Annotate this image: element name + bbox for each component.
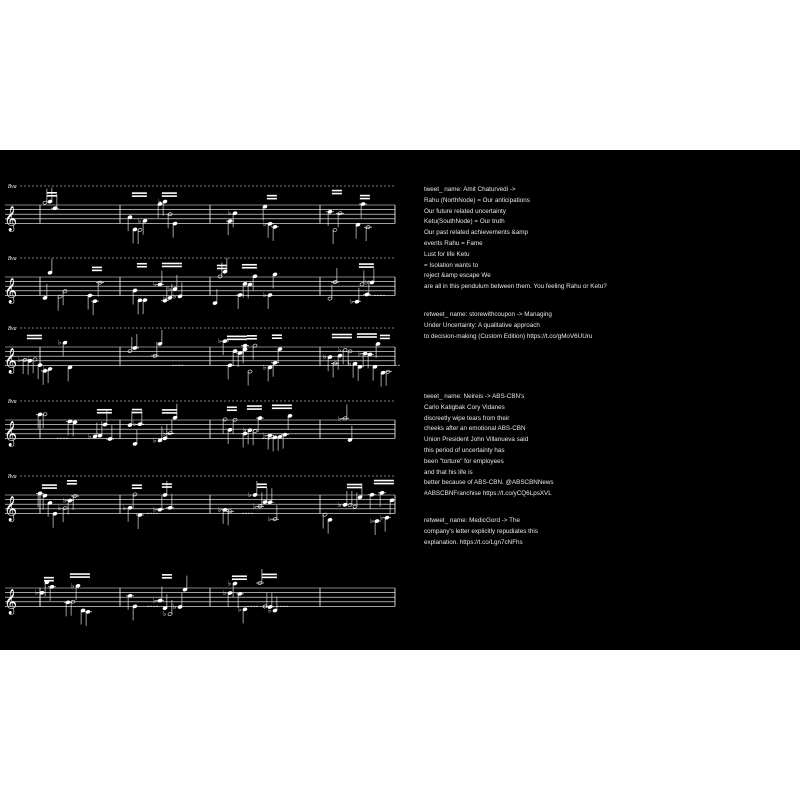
note-beam — [132, 195, 147, 197]
note-beam — [44, 580, 54, 582]
tremolo-dot — [253, 606, 254, 607]
note-beam — [132, 409, 142, 411]
tweet-line: Union President John Villanueva said — [424, 436, 529, 444]
note-beam — [162, 192, 177, 194]
note-beam — [247, 408, 262, 410]
tremolo-dot — [150, 606, 151, 607]
accidental-mark: ♭ — [263, 498, 267, 507]
accidental-mark: ♭ — [173, 602, 177, 611]
tweet-line: Our past related achievements &amp — [424, 229, 528, 237]
note-beam — [332, 334, 352, 336]
note-beam — [360, 198, 370, 200]
note-beam — [47, 192, 57, 194]
tremolo-dot — [395, 365, 396, 366]
tweet-line: events Rahu = Fame — [424, 239, 483, 247]
note-beam — [27, 338, 42, 340]
accidental-mark: ♭ — [43, 364, 47, 373]
note-beam — [242, 267, 257, 269]
note-beam — [67, 483, 77, 485]
tremolo-dot — [251, 513, 252, 514]
ottava-mark: 8va — [8, 184, 17, 190]
note-beam — [272, 337, 282, 339]
note-beam — [92, 270, 102, 272]
accidental-mark: ♭ — [153, 436, 157, 445]
tremolo-dot — [256, 606, 257, 607]
accidental-mark: ♭ — [253, 502, 257, 511]
accidental-mark: ♭ — [338, 346, 342, 355]
tremolo-dot — [150, 513, 151, 514]
note-beam — [257, 483, 267, 485]
tweet-line: #ABSCBNFranchise https://t.co/yCQ6LpsXVL — [424, 490, 552, 498]
note-beam — [374, 483, 394, 485]
tremolo-dot — [153, 606, 154, 607]
music-score — [0, 150, 400, 650]
tweet-line: Our future related uncertainty — [424, 207, 506, 215]
accidental-mark: ♭ — [173, 292, 177, 301]
accidental-mark: ♭ — [138, 296, 142, 305]
note-beam — [257, 486, 267, 488]
treble-clef-icon: 𝄞 — [4, 348, 18, 374]
note-beam — [217, 265, 227, 267]
note-beam — [132, 484, 142, 486]
tweet-line: Carlo Katigbak Cory Vidanes — [424, 403, 505, 411]
note-beam — [380, 335, 390, 337]
accidental-mark: ♭ — [370, 517, 374, 526]
note-beam — [357, 336, 377, 338]
note-beam — [232, 578, 247, 580]
note-beam — [380, 338, 390, 340]
note-beam — [267, 198, 277, 200]
note-beam — [92, 267, 102, 269]
tweet-line: retweet_ name: MedicGord -> The — [424, 517, 520, 524]
note-beam — [132, 487, 142, 489]
tremolo-dot — [286, 606, 287, 607]
tweet-line: reject &amp escape We — [424, 272, 491, 280]
note-beam — [27, 335, 42, 337]
tweet-line: and that his life is — [424, 468, 473, 476]
note-beam — [227, 409, 237, 411]
tremolo-dot — [271, 438, 272, 439]
tremolo-dot — [247, 606, 248, 607]
treble-clef-icon: 𝄞 — [4, 589, 18, 615]
note-beam — [47, 195, 57, 197]
tremolo-dot — [60, 438, 61, 439]
note-beam — [162, 266, 182, 268]
accidental-mark: ♭ — [338, 414, 342, 423]
accidental-mark: ♭ — [133, 420, 137, 429]
accidental-mark: ♭ — [163, 429, 167, 438]
note-beam — [67, 480, 77, 482]
accidental-mark: ♭ — [338, 500, 342, 509]
note-beam — [332, 337, 352, 339]
accidental-mark: ♭ — [365, 278, 369, 287]
accidental-mark: ♭ — [268, 515, 272, 524]
tweet-block — [424, 392, 554, 500]
note-beam — [137, 263, 147, 265]
note-beam — [262, 574, 277, 576]
note-beam — [162, 195, 177, 197]
tweet-line: = Isolation wants to — [424, 261, 479, 269]
note-beam — [227, 406, 237, 408]
note-beam — [132, 192, 147, 194]
accidental-mark: ♭ — [348, 359, 352, 368]
note-beam — [162, 577, 172, 579]
tremolo-dot — [63, 438, 64, 439]
accidental-mark: ♭ — [263, 291, 267, 300]
note-beam — [374, 480, 394, 482]
tweet-line: explanation. https://t.co/Lgn7cNFhs — [424, 538, 523, 546]
accidental-mark: ♭ — [168, 284, 172, 293]
tremolo-dot — [248, 513, 249, 514]
tweet-line: better because of ABS-CBN. @ABSCBNNews — [424, 479, 554, 487]
accidental-mark: ♭ — [158, 197, 162, 206]
accidental-mark: ♭ — [58, 504, 62, 513]
tweet-line: tweet_ name: Amit Chaturvedi -> — [424, 186, 516, 193]
note-beam — [347, 484, 362, 486]
note-beam — [97, 412, 112, 414]
accidental-mark: ♭ — [153, 280, 157, 289]
note-beam — [242, 264, 257, 266]
accidental-mark: ♭ — [71, 581, 75, 590]
tremolo-dot — [178, 365, 179, 366]
accidental-mark: ♭ — [268, 433, 272, 442]
note-beam — [267, 195, 277, 197]
tweet-line: to decision-making (Custom Edition) https://t.co/gMoV6UUru — [424, 332, 593, 340]
tweet-line: are all in this pendulum between them. You feeling Rahu or Ketu? — [424, 283, 607, 291]
tweet-block — [424, 185, 607, 293]
accidental-mark: ♭ — [163, 610, 167, 619]
accidental-mark: ♭ — [238, 605, 242, 614]
note-beam — [272, 404, 292, 406]
accidental-mark: ♭ — [35, 588, 39, 597]
tremolo-dot — [57, 438, 58, 439]
accidental-mark: ♭ — [153, 505, 157, 514]
tremolo-dot — [277, 606, 278, 607]
ottava-mark: 8va — [8, 399, 17, 405]
note-beam — [332, 193, 342, 195]
note-beam — [360, 195, 370, 197]
note-beam — [162, 486, 172, 488]
tremolo-dot — [383, 295, 384, 296]
tremolo-dot — [66, 438, 67, 439]
note-beam — [162, 483, 172, 485]
accidental-mark: ♭ — [223, 589, 227, 598]
tweet-line: been "torture" for employees — [424, 457, 504, 465]
tweet-line: Under Uncertainty: A qualitative approach — [424, 321, 540, 329]
note-beam — [137, 266, 147, 268]
note-beam — [272, 334, 282, 336]
note-beam — [332, 190, 342, 192]
treble-clef-icon: 𝄞 — [4, 206, 18, 232]
treble-clef-icon: 𝄞 — [4, 278, 18, 304]
accidental-mark: ♭ — [248, 490, 252, 499]
tremolo-dot — [172, 365, 173, 366]
accidental-mark: ♭ — [263, 363, 267, 372]
tweet-line: Lust for life Ketu — [424, 250, 470, 258]
note-beam — [227, 339, 247, 341]
tweet-line: retweet_ name: storewithcoupon -> Managing — [424, 311, 552, 318]
treble-clef-icon: 𝄞 — [4, 421, 18, 447]
ottava-mark: 8va — [8, 256, 17, 262]
tremolo-dot — [242, 513, 243, 514]
tweet-line: cheeks after an emotional ABS-CBN — [424, 425, 526, 433]
note-beam — [357, 333, 377, 335]
accidental-mark: ♭ — [218, 505, 222, 514]
accidental-mark: ♭ — [243, 426, 247, 435]
ottava-mark: 8va — [8, 326, 17, 332]
note-beam — [42, 484, 57, 486]
note-beam — [44, 577, 54, 579]
artwork-panel — [0, 150, 800, 650]
tweet-line: discreetly wipe tears from their — [424, 414, 510, 422]
note-beam — [247, 405, 262, 407]
retweet-block — [424, 310, 592, 342]
tremolo-dot — [377, 295, 378, 296]
accidental-mark: ♭ — [63, 496, 67, 505]
note-beam — [162, 574, 172, 576]
accidental-mark: ♭ — [28, 355, 32, 364]
tremolo-dot — [156, 513, 157, 514]
note-beam — [227, 336, 247, 338]
note-beam — [359, 266, 374, 268]
accidental-mark: ♭ — [350, 297, 354, 306]
tremolo-dot — [398, 365, 399, 366]
tweet-column — [424, 150, 794, 650]
tremolo-dot — [181, 365, 182, 366]
accidental-mark: ♭ — [228, 579, 232, 588]
tremolo-dot — [283, 606, 284, 607]
note-beam — [247, 335, 257, 337]
note-beam — [162, 263, 182, 265]
note-beam — [162, 412, 177, 414]
note-beam — [359, 263, 374, 265]
note-beam — [347, 487, 362, 489]
accidental-mark: ♭ — [58, 338, 62, 347]
accidental-mark: ♭ — [268, 606, 272, 615]
tremolo-dot — [380, 295, 381, 296]
tremolo-dot — [147, 606, 148, 607]
tweet-line: Rahu (NorthNode) = Our anticipations — [424, 196, 530, 204]
note-beam — [132, 412, 142, 414]
tremolo-dot — [374, 295, 375, 296]
accidental-mark: ♭ — [153, 596, 157, 605]
accidental-mark: ♭ — [123, 503, 127, 512]
note-beam — [162, 409, 177, 411]
accidental-mark: ♭ — [358, 349, 362, 358]
accidental-mark: ♭ — [218, 337, 222, 346]
treble-clef-icon: 𝄞 — [4, 496, 18, 522]
note-beam — [232, 575, 247, 577]
ottava-mark: 8va — [8, 474, 17, 480]
tremolo-dot — [175, 365, 176, 366]
retweet-block — [424, 516, 538, 548]
note-beam — [247, 338, 257, 340]
tweet-line: Ketu(SouthNode) = Our truth — [424, 218, 505, 226]
note-beam — [217, 268, 227, 270]
note-beam — [97, 409, 112, 411]
tweet-line: this period of uncertainty has — [424, 446, 505, 454]
accidental-mark: ♭ — [228, 209, 232, 218]
accidental-mark: ♭ — [263, 219, 267, 228]
accidental-mark: ♭ — [263, 431, 267, 440]
accidental-mark: ♭ — [380, 513, 384, 522]
accidental-mark: ♭ — [323, 353, 327, 362]
accidental-mark: ♭ — [88, 432, 92, 441]
note-beam — [70, 576, 90, 578]
note-beam — [262, 577, 277, 579]
tremolo-dot — [147, 513, 148, 514]
accidental-mark: ♭ — [18, 355, 22, 364]
tweet-line: company's letter explicitly repudiates this — [424, 527, 538, 535]
tremolo-dot — [280, 606, 281, 607]
note-beam — [70, 573, 90, 575]
tremolo-dot — [245, 513, 246, 514]
tremolo-dot — [156, 606, 157, 607]
accidental-mark: ♭ — [138, 216, 142, 225]
accidental-mark: ♭ — [163, 293, 167, 302]
tremolo-dot — [250, 606, 251, 607]
tweet-line: tweet_ name: Neireis -> ABS-CBN's — [424, 393, 525, 400]
note-beam — [42, 487, 57, 489]
note-beam — [272, 407, 292, 409]
